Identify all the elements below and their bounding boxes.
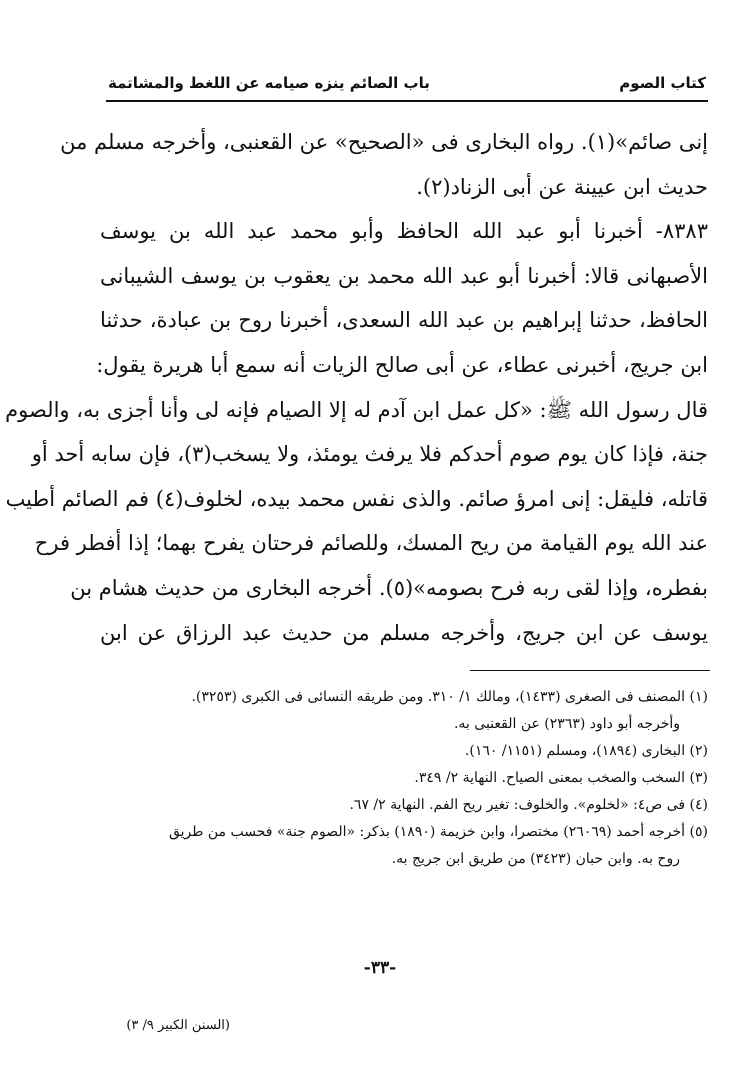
text-line: عند الله يوم القيامة من ريح المسك، وللصائم فرحتان يفرح بهما؛ إذا أفطر فرح xyxy=(34,531,708,556)
running-header xyxy=(108,72,706,96)
text-line: الأصبهانى قالا: أخبرنا أبو عبد الله محمد بن يعقوب بن يوسف الشيبانى xyxy=(100,263,708,288)
footnote-divider xyxy=(470,670,710,671)
volume-reference: (السنن الكبير ٩/ ٣) xyxy=(126,1018,230,1033)
text-line: ابن جريج، أخبرنى عطاء، عن أبى صالح الزيات أنه سمع أبا هريرة يقول: xyxy=(96,352,708,377)
header-divider xyxy=(106,100,708,102)
text-line: بفطره، وإذا لقى ربه فرح بصومه»(٥). أخرجه البخارى من حديث هشام بن xyxy=(70,575,708,600)
footnote: (٢) البخارى (١٨٩٤)، ومسلم (١١٥١/ ١٦٠). xyxy=(464,743,708,759)
footnote: (٥) أخرجه أحمد (٢٦٠٦٩) مختصرا، وابن خزيمة (١٨٩٠) بذكر: «الصوم جنة» فحسب من طريق xyxy=(168,824,708,840)
chapter-title: باب الصائم ينزه صيامه عن اللغط والمشاتمة xyxy=(108,74,430,92)
text-line: قال رسول الله ﷺ: «كل عمل ابن آدم له إلا الصيام فإنه لى وأنا أجزى به، والصوم xyxy=(5,397,708,422)
text-line: قاتله، فليقل: إنى امرؤ صائم. والذى نفس محمد بيده، لخلوف(٤) فم الصائم أطيب xyxy=(5,486,708,511)
footnotes xyxy=(110,684,708,873)
footnote: (٤) فى ص٤: «لخلوم». والخلوف: تغير ريح الفم. النهاية ٢/ ٦٧. xyxy=(349,797,708,813)
main-text xyxy=(5,120,708,655)
text-line: إنى صائم»(١). رواه البخارى فى «الصحيح» عن القعنبى، وأخرجه مسلم من xyxy=(60,130,708,154)
text-line: الحافظ، حدثنا إبراهيم بن عبد الله السعدى، أخبرنا روح بن عبادة، حدثنا xyxy=(100,308,708,333)
footnote: (٣) السخب والصخب بمعنى الصياح. النهاية ٢/ ٣٤٩. xyxy=(414,770,708,786)
text-line: حديث ابن عيينة عن أبى الزناد(٢). xyxy=(416,174,708,199)
text-line: ٨٣٨٣- أخبرنا أبو عبد الله الحافظ وأبو محمد عبد الله بن يوسف xyxy=(100,219,708,244)
text-line: جنة، فإذا كان يوم صوم أحدكم فلا يرفث يومئذ، ولا يسخب(٣)، فإن سابه أحد أو xyxy=(31,442,708,467)
footnote-continuation: وأخرجه أبو داود (٢٣٦٣) عن القعنبى به. xyxy=(453,716,680,732)
book-title: كتاب الصوم xyxy=(619,74,706,92)
text-line: يوسف عن ابن جريج، وأخرجه مسلم من حديث عبد الرزاق عن ابن xyxy=(100,620,708,645)
footnote: (١) المصنف فى الصغرى (١٤٣٣)، ومالك ١/ ٣١٠. ومن طريقه النسائى فى الكبرى (٣٢٥٣). xyxy=(191,689,708,705)
page-number: -٣٣- xyxy=(363,958,397,978)
footnote-continuation: روح به. وابن حبان (٣٤٢٣) من طريق ابن جريج به. xyxy=(391,851,680,867)
